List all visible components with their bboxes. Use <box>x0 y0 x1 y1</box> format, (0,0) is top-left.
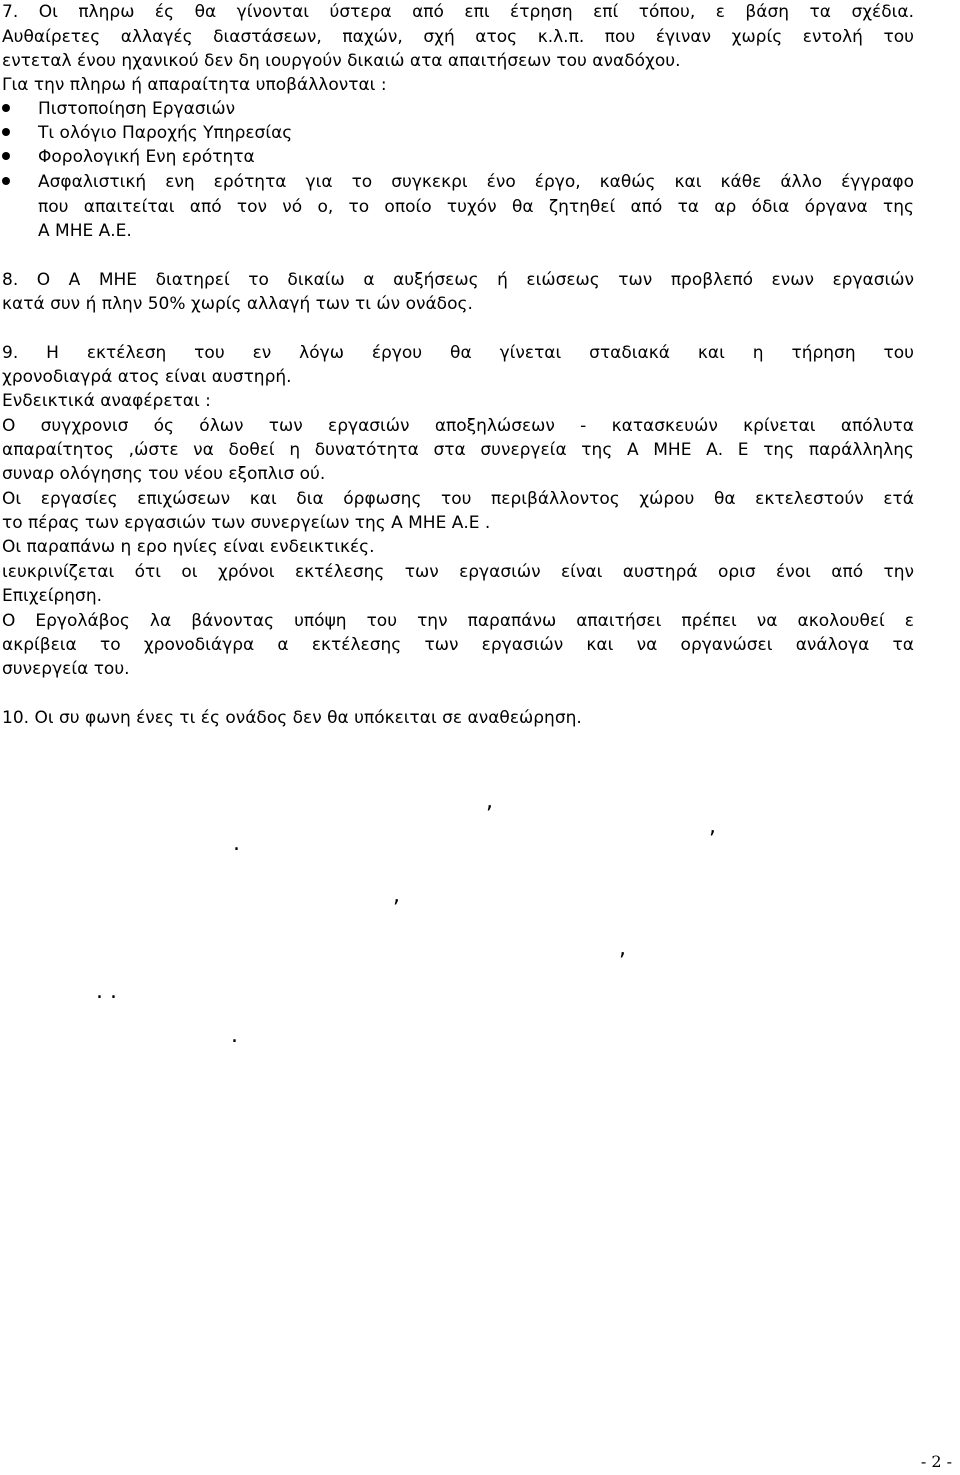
list-item-continuation: που απαιτείται από τον νό ο, το οποίο τυχόν θα ζητηθεί από τα αρ όδια όργανα της <box>38 197 914 217</box>
list-item: Ασφαλιστική ενη ερότητα για το συγκεκρι ένο έργο, καθώς και κάθε άλλο έγγραφο <box>38 172 914 192</box>
stray-comma: , <box>393 883 400 908</box>
text-line: απαραίτητος ,ώστε να δοθεί η δυνατότητα στα συνεργεία της Α ΜΗΕ Α. Ε της παράλληλης <box>2 440 914 460</box>
text-line: κατά συν ή πλην 50% χωρίς αλλαγή των τι ών ονάδος. <box>2 294 473 314</box>
text-line: 9. Η εκτέλεση του εν λόγω έργου θα γίνεται σταδιακά και η τήρηση του <box>2 343 914 363</box>
bullet-icon <box>2 177 10 185</box>
bullet-icon <box>2 104 10 112</box>
stray-comma: , <box>486 789 493 814</box>
text-line: 7. Οι πληρω ές θα γίνονται ύστερα από επι έτρηση επί τόπου, ε βάση τα σχέδια. <box>2 2 914 22</box>
list-item: Φορολογική Ενη ερότητα <box>38 147 255 167</box>
text-line: το πέρας των εργασιών των συνεργείων της Α ΜΗΕ Α.Ε . <box>2 513 491 533</box>
text-line: ιευκρινίζεται ότι οι χρόνοι εκτέλεσης των εργασιών είναι αυστηρά ορισ ένοι από την <box>2 562 914 582</box>
text-line: συνεργεία του. <box>2 659 130 679</box>
list-item: Τι ολόγιο Παροχής Υπηρεσίας <box>38 123 293 143</box>
text-line: εντεταλ ένου ηχανικού δεν δη ιουργούν δικαιώ ατα απαιτήσεων του αναδόχου. <box>2 51 681 71</box>
list-item-continuation: Α ΜΗΕ Α.Ε. <box>38 221 132 241</box>
text-line: Για την πληρω ή απαραίτητα υποβάλλονται : <box>2 75 387 95</box>
text-line: Οι εργασίες επιχώσεων και δια όρφωσης του περιβάλλοντος χώρου θα εκτελεστούν ετά <box>2 489 914 509</box>
text-line: 8. Ο Α ΜΗΕ διατηρεί το δικαίω α αυξήσεως ή ειώσεως των προβλεπό ενων εργασιών <box>2 270 914 290</box>
text-line: Ενδεικτικά αναφέρεται : <box>2 391 211 411</box>
stray-comma: , <box>619 936 626 961</box>
bullet-icon <box>2 128 10 136</box>
list-item: Πιστοποίηση Εργασιών <box>38 99 236 119</box>
text-line: Αυθαίρετες αλλαγές διαστάσεων, παχών, σχή ατος κ.λ.π. που έγιναν χωρίς εντολή του <box>2 27 914 47</box>
text-line: χρονοδιαγρά ατος είναι αυστηρή. <box>2 367 292 387</box>
text-line: Ο Εργολάβος λα βάνοντας υπόψη του την παραπάνω απαιτήσει πρέπει να ακολουθεί ε <box>2 611 914 631</box>
text-line: Οι παραπάνω η ερο ηνίες είναι ενδεικτικές. <box>2 537 375 557</box>
page-number: - 2 - <box>920 1452 952 1471</box>
stray-comma: , <box>709 814 716 839</box>
text-line: 10. Οι συ φωνη ένες τι ές ονάδος δεν θα υπόκειται σε αναθεώρηση. <box>2 708 582 728</box>
stray-period: . <box>231 1023 238 1048</box>
stray-period: . <box>233 831 240 856</box>
bullet-icon <box>2 152 10 160</box>
stray-periods: . . <box>96 979 117 1004</box>
text-line: Επιχείρηση. <box>2 586 103 606</box>
text-line: Ο συγχρονισ ός όλων των εργασιών αποξηλώσεων - κατασκευών κρίνεται απόλυτα <box>2 416 914 436</box>
text-line: ακρίβεια το χρονοδιάγρα α εκτέλεσης των εργασιών και να οργανώσει ανάλογα τα <box>2 635 914 655</box>
text-line: συναρ ολόγησης του νέου εξοπλισ ού. <box>2 464 326 484</box>
